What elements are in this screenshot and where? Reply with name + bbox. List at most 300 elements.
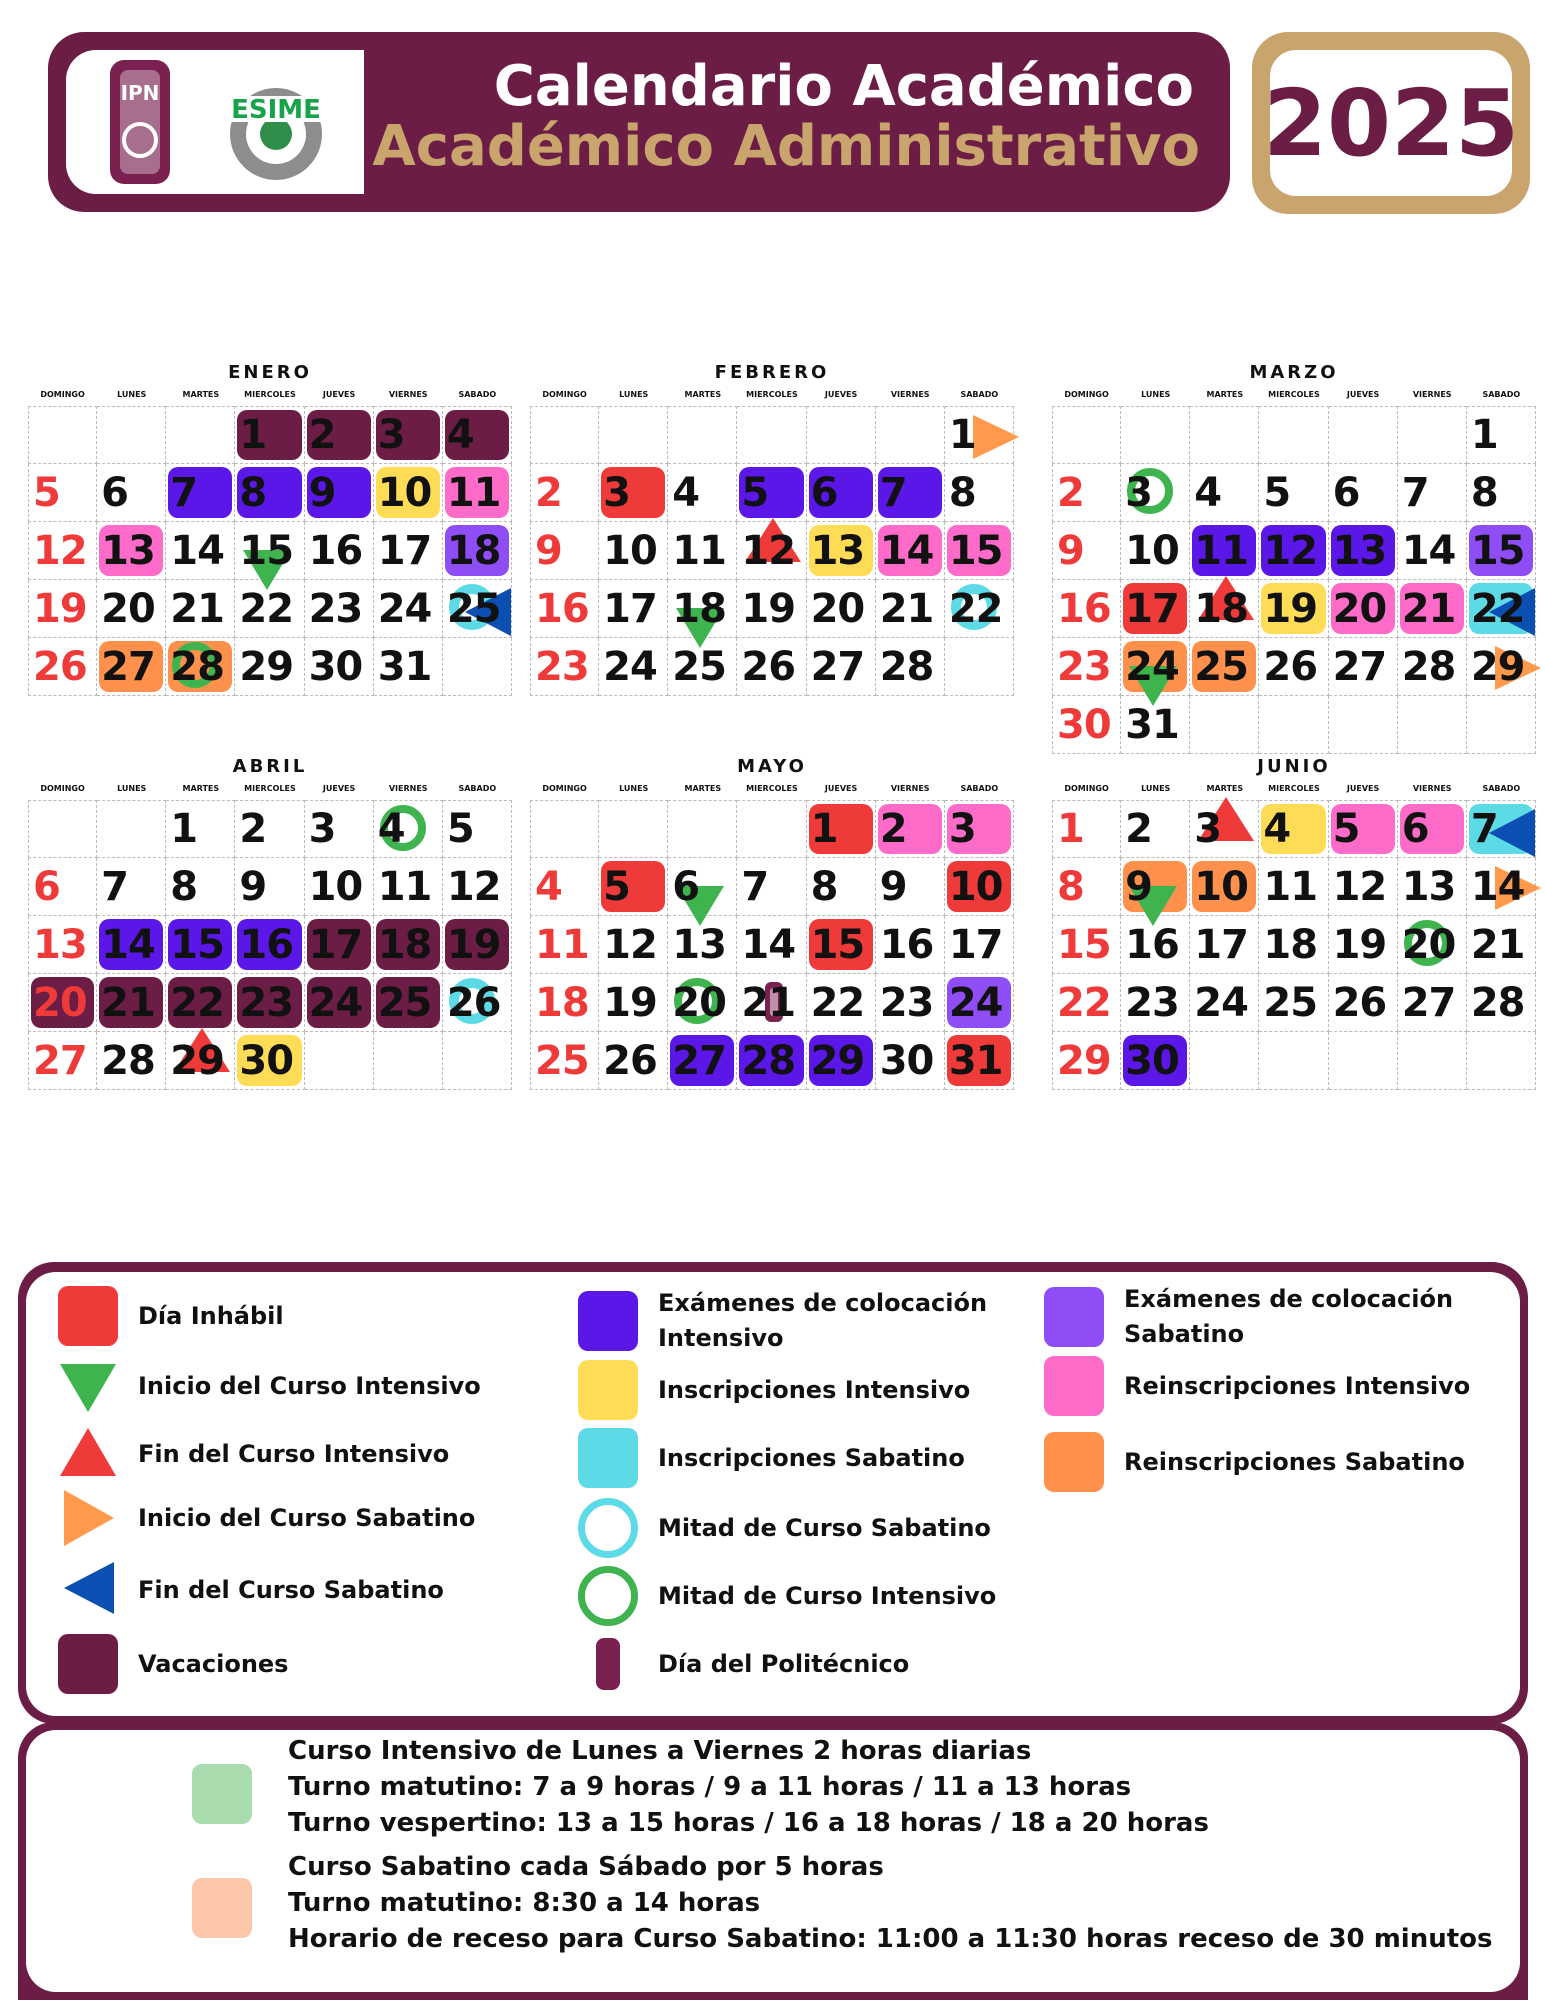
day-number: 11 <box>535 921 589 968</box>
weekday-label: MIERCOLES <box>746 784 798 793</box>
day-cell <box>668 916 737 974</box>
empty-cell <box>1121 406 1190 464</box>
day-number: 16 <box>879 921 934 968</box>
day-cell <box>599 974 668 1032</box>
day-cell <box>1398 858 1467 916</box>
day-number: 13 <box>33 921 87 968</box>
day-number: 7 <box>741 863 769 910</box>
day-number: 25 <box>1194 643 1248 690</box>
inscripciones-intensivo-swatch <box>578 1360 638 1420</box>
day-cell <box>166 1032 235 1090</box>
day-number: 10 <box>308 863 363 910</box>
empty-cell <box>1398 1032 1467 1090</box>
day-number: 2 <box>1125 806 1152 852</box>
day-cell <box>235 522 304 580</box>
day-cell <box>945 858 1014 916</box>
empty-cell <box>876 406 945 464</box>
empty-cell <box>97 800 166 858</box>
month-title: ENERO <box>228 362 312 383</box>
day-number: 17 <box>308 921 363 968</box>
day-cell <box>1121 522 1190 580</box>
legend-mitad-intensivo-label: Mitad de Curso Intensivo <box>658 1581 997 1610</box>
day-number: 27 <box>33 1037 87 1084</box>
days-grid <box>28 406 512 696</box>
day-number: 2 <box>535 469 562 516</box>
day-cell <box>1467 522 1536 580</box>
weekday-label: JUEVES <box>322 784 356 793</box>
day-number: 2 <box>879 806 907 852</box>
legend-colocacion-intensivo-line2: Intensivo <box>658 1324 784 1352</box>
day-number: 12 <box>1332 863 1387 910</box>
day-cell <box>668 638 737 696</box>
day-cell <box>668 858 737 916</box>
note-sabatino-3: Horario de receso para Curso Sabatino: 11:00 a 11:30 horas receso de 30 minutos <box>288 1924 1493 1954</box>
day-number: 18 <box>672 585 726 632</box>
day-number: 5 <box>603 863 630 910</box>
day-number: 16 <box>239 921 294 968</box>
day-cell <box>530 974 599 1032</box>
day-cell <box>807 522 876 580</box>
day-number: 18 <box>1263 921 1318 968</box>
weekday-label: MARTES <box>684 390 722 399</box>
day-number: 26 <box>603 1037 657 1084</box>
weekday-label: DOMINGO <box>40 784 85 793</box>
weekday-header <box>28 784 512 793</box>
day-cell <box>1329 916 1398 974</box>
empty-cell <box>1329 696 1398 754</box>
day-number: 30 <box>308 643 363 690</box>
day-number: 24 <box>603 643 657 690</box>
day-cell <box>1467 916 1536 974</box>
weekday-label: JUEVES <box>824 784 858 793</box>
day-number: 29 <box>1057 1037 1111 1084</box>
day-number: 15 <box>170 921 224 968</box>
day-number: 4 <box>1194 469 1222 516</box>
day-cell <box>599 916 668 974</box>
header-banner <box>48 32 1230 212</box>
day-cell <box>1121 800 1190 858</box>
empty-cell <box>1467 1032 1536 1090</box>
empty-cell <box>443 638 512 696</box>
day-cell <box>737 916 806 974</box>
day-cell <box>1329 522 1398 580</box>
weekday-label: MARTES <box>1206 390 1244 399</box>
day-number: 23 <box>308 585 363 632</box>
empty-cell <box>1398 406 1467 464</box>
day-number: 22 <box>1470 585 1525 632</box>
legend-dia-politecnico <box>578 1634 909 1694</box>
day-number: 20 <box>1401 921 1456 968</box>
day-cell <box>876 916 945 974</box>
day-number: 6 <box>1401 806 1429 852</box>
schedule-notes <box>26 1730 1520 1992</box>
year-badge <box>1252 32 1530 214</box>
day-number: 12 <box>741 527 796 574</box>
day-number: 15 <box>1470 527 1525 574</box>
empty-cell <box>1259 696 1328 754</box>
weekday-label: MARTES <box>1206 784 1244 793</box>
day-number: 3 <box>948 806 976 852</box>
day-cell <box>28 464 97 522</box>
day-number: 13 <box>1401 863 1456 910</box>
empty-cell <box>599 800 668 858</box>
weekday-label: LUNES <box>1141 390 1171 399</box>
legend-dia-politecnico-label: Día del Politécnico <box>658 1649 910 1678</box>
empty-cell <box>1329 1032 1398 1090</box>
day-cell <box>374 580 443 638</box>
weekday-label: VIERNES <box>890 390 930 399</box>
day-cell <box>305 464 374 522</box>
day-cell <box>1329 638 1398 696</box>
legend-reinscripciones-intensivo-label: Reinscripciones Intensivo <box>1124 1371 1471 1400</box>
day-number: 26 <box>446 979 501 1026</box>
day-number: 27 <box>1332 643 1387 690</box>
day-number: 22 <box>810 979 865 1026</box>
day-cell <box>1121 696 1190 754</box>
day-cell <box>1121 858 1190 916</box>
day-number: 11 <box>672 527 726 574</box>
day-number: 25 <box>535 1037 589 1084</box>
day-cell <box>599 1032 668 1090</box>
day-number: 21 <box>101 979 155 1026</box>
day-cell <box>1467 580 1536 638</box>
day-number: 24 <box>948 979 1003 1026</box>
day-number: 1 <box>1057 806 1084 852</box>
weekday-label: SABADO <box>1482 784 1521 793</box>
note-sabatino-2: Turno matutino: 8:30 a 14 horas <box>288 1888 761 1918</box>
empty-cell <box>807 406 876 464</box>
day-cell <box>1259 522 1328 580</box>
empty-cell <box>443 1032 512 1090</box>
day-number: 11 <box>1194 527 1248 574</box>
day-number: 26 <box>33 643 87 690</box>
legend-mitad-sabatino <box>578 1498 991 1558</box>
days-grid <box>530 406 1014 696</box>
weekday-label: SABADO <box>960 390 999 399</box>
weekday-label: LUNES <box>619 390 649 399</box>
note-intensivo-1: Curso Intensivo de Lunes a Viernes 2 horas diarias <box>288 1736 1032 1766</box>
day-cell <box>530 916 599 974</box>
day-number: 5 <box>741 469 769 516</box>
day-number: 1 <box>948 412 976 458</box>
empty-cell <box>668 800 737 858</box>
day-cell <box>374 916 443 974</box>
day-number: 30 <box>879 1037 934 1084</box>
day-cell <box>1121 638 1190 696</box>
day-number: 28 <box>101 1037 155 1084</box>
day-number: 27 <box>672 1037 726 1084</box>
legend-inicio-intensivo <box>58 1356 481 1416</box>
day-number: 19 <box>446 921 501 968</box>
day-number: 8 <box>1057 863 1084 910</box>
day-number: 30 <box>1057 701 1111 748</box>
calendar-junio <box>1052 756 1536 1128</box>
day-number: 4 <box>377 806 405 852</box>
weekday-label: DOMINGO <box>40 390 85 399</box>
day-number: 31 <box>948 1037 1003 1084</box>
legend-panel <box>18 1262 1528 1724</box>
day-number: 1 <box>239 412 267 458</box>
weekday-label: JUEVES <box>824 390 858 399</box>
day-cell <box>876 580 945 638</box>
legend-fin-sabatino-label: Fin del Curso Sabatino <box>138 1575 444 1604</box>
weekday-label: VIERNES <box>1412 784 1452 793</box>
day-cell <box>530 464 599 522</box>
schedule-notes-panel <box>18 1722 1528 2000</box>
day-number: 10 <box>377 469 432 516</box>
day-number: 25 <box>446 585 501 632</box>
day-cell <box>97 858 166 916</box>
day-number: 6 <box>101 469 128 516</box>
day-cell <box>374 406 443 464</box>
day-cell <box>97 464 166 522</box>
days-grid <box>1052 800 1536 1090</box>
day-cell <box>876 858 945 916</box>
day-number: 25 <box>377 979 432 1026</box>
day-cell <box>1052 522 1121 580</box>
day-number: 2 <box>1057 469 1084 516</box>
weekday-label: VIERNES <box>388 390 428 399</box>
day-number: 23 <box>239 979 294 1026</box>
day-number: 25 <box>1263 979 1318 1026</box>
day-cell <box>737 522 806 580</box>
legend-reinscripciones-intensivo <box>1044 1356 1470 1416</box>
day-number: 11 <box>377 863 432 910</box>
day-cell <box>28 916 97 974</box>
day-number: 21 <box>1470 921 1525 968</box>
day-number: 22 <box>239 585 294 632</box>
day-cell <box>235 406 304 464</box>
days-grid <box>1052 406 1536 754</box>
legend-inicio-sabatino-label: Inicio del Curso Sabatino <box>138 1503 476 1532</box>
day-cell <box>530 580 599 638</box>
day-number: 14 <box>101 921 155 968</box>
day-cell <box>945 1032 1014 1090</box>
day-cell <box>1190 522 1259 580</box>
day-cell <box>737 858 806 916</box>
day-number: 8 <box>810 863 838 910</box>
day-cell <box>599 580 668 638</box>
day-number: 19 <box>1263 585 1318 632</box>
calendar-marzo <box>1052 362 1536 748</box>
day-cell <box>1190 974 1259 1032</box>
day-cell <box>737 464 806 522</box>
weekday-label: MIERCOLES <box>746 390 798 399</box>
day-cell <box>97 916 166 974</box>
day-cell <box>305 916 374 974</box>
day-cell <box>876 1032 945 1090</box>
day-cell <box>807 638 876 696</box>
legend-vacaciones-label: Vacaciones <box>138 1649 289 1678</box>
day-cell <box>1259 916 1328 974</box>
empty-cell <box>305 1032 374 1090</box>
inscripciones-sabatino-swatch <box>578 1428 638 1488</box>
day-number: 11 <box>1263 863 1318 910</box>
weekday-label: DOMINGO <box>542 390 587 399</box>
weekday-header <box>530 784 1014 793</box>
day-number: 23 <box>535 643 589 690</box>
day-cell <box>1398 916 1467 974</box>
month-title: MAYO <box>737 756 807 777</box>
day-number: 29 <box>239 643 294 690</box>
calendar-enero <box>28 362 512 734</box>
sabatino-note-swatch <box>192 1878 252 1938</box>
ring-teal-icon <box>578 1498 638 1558</box>
day-number: 15 <box>239 527 294 574</box>
day-number: 14 <box>170 527 224 574</box>
day-cell <box>374 638 443 696</box>
day-cell <box>235 974 304 1032</box>
weekday-label: SABADO <box>1482 390 1521 399</box>
day-cell <box>1052 800 1121 858</box>
legend-colocacion-sabatino-text <box>1124 1282 1453 1352</box>
day-cell <box>599 464 668 522</box>
colocacion-intensivo-swatch <box>578 1291 638 1351</box>
day-cell <box>28 974 97 1032</box>
day-cell <box>1259 974 1328 1032</box>
day-cell <box>945 974 1014 1032</box>
day-cell <box>235 1032 304 1090</box>
day-cell <box>1052 696 1121 754</box>
empty-cell <box>737 406 806 464</box>
triangle-up-icon <box>58 1424 118 1484</box>
weekday-header <box>1052 784 1536 793</box>
weekday-label: MARTES <box>684 784 722 793</box>
day-cell <box>1121 464 1190 522</box>
day-number: 14 <box>1401 527 1456 574</box>
day-number: 10 <box>603 527 657 574</box>
day-cell <box>737 1032 806 1090</box>
day-number: 9 <box>308 469 336 516</box>
day-number: 7 <box>879 469 907 516</box>
day-number: 3 <box>603 469 630 516</box>
day-number: 9 <box>1125 863 1152 910</box>
day-cell <box>876 522 945 580</box>
calendar-abril <box>28 756 512 1128</box>
day-cell <box>97 638 166 696</box>
day-number: 7 <box>1470 806 1498 852</box>
day-cell <box>1467 858 1536 916</box>
day-number: 2 <box>308 412 336 458</box>
empty-cell <box>1259 406 1328 464</box>
day-number: 1 <box>170 806 198 852</box>
day-cell <box>1329 800 1398 858</box>
weekday-label: SABADO <box>960 784 999 793</box>
day-cell <box>374 522 443 580</box>
day-number: 1 <box>810 806 838 852</box>
day-cell <box>737 580 806 638</box>
inhabil-swatch <box>58 1286 118 1346</box>
legend-inscripciones-sabatino <box>578 1428 965 1488</box>
day-number: 3 <box>1125 469 1152 516</box>
month-title: MARZO <box>1249 362 1339 383</box>
day-cell <box>1052 1032 1121 1090</box>
day-number: 8 <box>170 863 198 910</box>
empty-cell <box>28 800 97 858</box>
day-cell <box>305 800 374 858</box>
day-cell <box>668 1032 737 1090</box>
day-number: 18 <box>446 527 501 574</box>
calendar-febrero <box>530 362 1014 734</box>
day-number: 9 <box>535 527 562 574</box>
day-cell <box>668 580 737 638</box>
day-cell <box>807 858 876 916</box>
day-cell <box>374 800 443 858</box>
day-cell <box>530 858 599 916</box>
day-cell <box>1329 464 1398 522</box>
day-cell <box>28 1032 97 1090</box>
day-number: 16 <box>308 527 363 574</box>
day-number: 31 <box>1125 701 1179 748</box>
day-number: 7 <box>170 469 198 516</box>
day-cell <box>1052 464 1121 522</box>
day-number: 30 <box>1125 1037 1179 1084</box>
reinscripciones-intensivo-swatch <box>1044 1356 1104 1416</box>
day-number: 24 <box>1125 643 1179 690</box>
weekday-label: LUNES <box>1141 784 1171 793</box>
day-number: 22 <box>170 979 224 1026</box>
day-number: 4 <box>1263 806 1291 852</box>
day-cell <box>166 638 235 696</box>
title-line-2: Académico Administrativo <box>372 114 1200 179</box>
day-cell <box>443 522 512 580</box>
empty-cell <box>599 406 668 464</box>
day-cell <box>166 974 235 1032</box>
day-cell <box>1121 1032 1190 1090</box>
day-cell <box>443 916 512 974</box>
day-number: 4 <box>446 412 474 458</box>
day-number: 20 <box>101 585 155 632</box>
weekday-header <box>28 390 512 399</box>
day-cell <box>1259 464 1328 522</box>
day-cell <box>945 800 1014 858</box>
weekday-label: MIERCOLES <box>244 784 296 793</box>
day-cell <box>1398 464 1467 522</box>
weekday-label: VIERNES <box>1412 390 1452 399</box>
day-number: 13 <box>1332 527 1387 574</box>
day-cell <box>166 580 235 638</box>
day-cell <box>737 974 806 1032</box>
day-number: 28 <box>741 1037 796 1084</box>
day-number: 28 <box>1401 643 1456 690</box>
day-cell <box>443 464 512 522</box>
day-number: 14 <box>1470 863 1525 910</box>
day-number: 8 <box>1470 469 1498 516</box>
weekday-label: VIERNES <box>890 784 930 793</box>
empty-cell <box>1329 406 1398 464</box>
empty-cell <box>530 800 599 858</box>
day-number: 17 <box>377 527 432 574</box>
legend-fin-intensivo <box>58 1424 449 1484</box>
weekday-label: DOMINGO <box>1064 784 1109 793</box>
day-number: 17 <box>603 585 657 632</box>
empty-cell <box>945 638 1014 696</box>
day-cell <box>166 522 235 580</box>
empty-cell <box>28 406 97 464</box>
legend-inicio-intensivo-label: Inicio del Curso Intensivo <box>138 1371 481 1400</box>
day-number: 5 <box>446 806 474 852</box>
day-number: 7 <box>1401 469 1429 516</box>
day-number: 7 <box>101 863 128 910</box>
legend-inicio-sabatino <box>58 1488 475 1548</box>
day-number: 20 <box>33 979 87 1026</box>
triangle-down-icon <box>58 1356 118 1416</box>
day-cell <box>1398 580 1467 638</box>
day-cell <box>305 580 374 638</box>
legend-inscripciones-intensivo-label: Inscripciones Intensivo <box>658 1375 971 1404</box>
day-number: 21 <box>1401 585 1456 632</box>
day-number: 26 <box>1263 643 1318 690</box>
